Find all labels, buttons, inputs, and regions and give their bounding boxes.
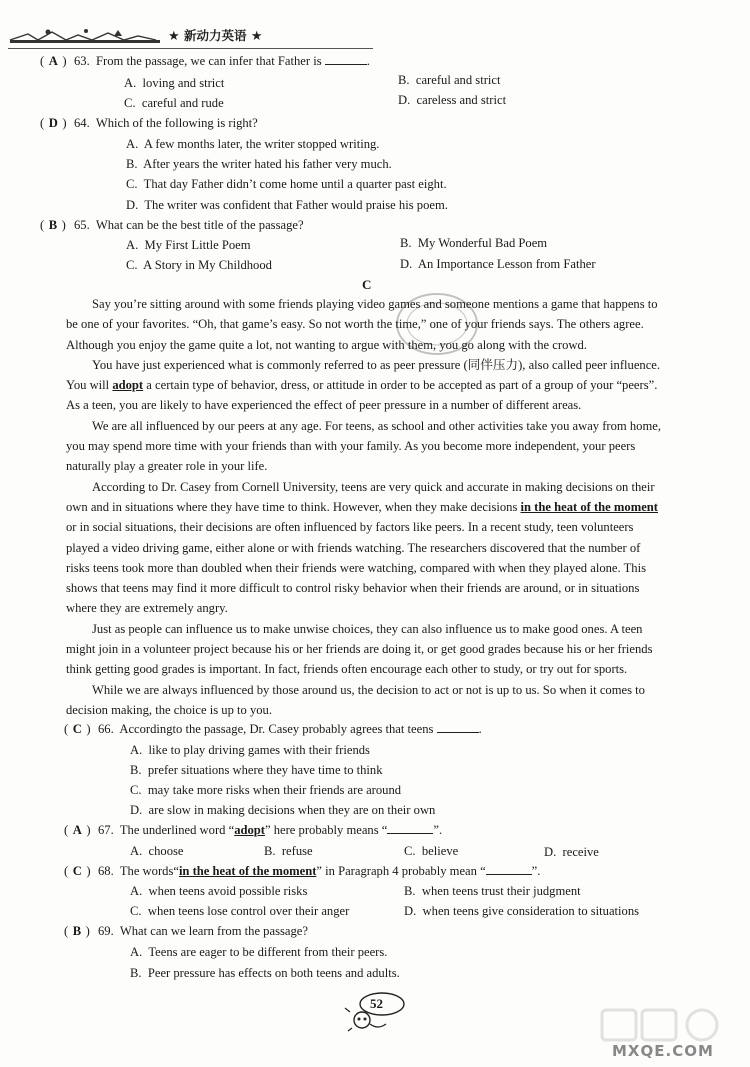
passage-line: or in social situations, their decisions are often influenced by factors like peers. In a recent study, teen volunteers xyxy=(66,520,634,535)
passage-line: shows that teens may find it more difficult to control risky behavior when their friends are around, or in situations xyxy=(66,581,640,596)
q65-option-a: A. My First Little Poem xyxy=(126,238,251,252)
q67-option-a: A. choose xyxy=(130,844,184,858)
star-icon: ★ xyxy=(168,29,180,44)
passage-line: You will adopt a certain type of behavior, dress, or attitude in order to be accepted as part of a group of your “peers”. xyxy=(66,378,658,393)
underlined-phrase-heat-of-moment: in the heat of the moment xyxy=(520,499,658,514)
header-decoration-icon xyxy=(8,26,168,46)
q68-option-b: B. when teens trust their judgment xyxy=(404,884,581,898)
q69-option-b: B. Peer pressure has effects on both teens and adults. xyxy=(130,966,400,980)
q69-option-a: A. Teens are eager to be different from their peers. xyxy=(130,945,388,959)
underlined-word-adopt: adopt xyxy=(112,378,144,393)
passage-line: you may spend more time with your friends than with your family. As you become more independent, your peers xyxy=(66,439,636,454)
passage-line: Just as people can influence us to make unwise choices, they can also influence us to make good ones. A teen xyxy=(92,621,643,636)
q65-option-c: C. A Story in My Childhood xyxy=(126,258,272,272)
q64-option-a: A. A few months later, the writer stopped writing. xyxy=(126,137,380,151)
q68-option-d: D. when teens give consideration to situations xyxy=(404,904,640,918)
q68-option-a: A. when teens avoid possible risks xyxy=(130,884,308,898)
passage-line: be one of your favorites. “Oh, that game’s easy. So not worth the time,” one of your friends says. The others agree. xyxy=(66,317,644,332)
passage-line: Although you enjoy the game quite a lot, not wanting to argue with them, you go along with the crowd. xyxy=(66,337,587,352)
question-67: ( A ) 67. The underlined word “adopt” here probably means “ ”. xyxy=(64,823,443,837)
page-header xyxy=(8,26,308,48)
q68-option-c: C. when teens lose control over their anger xyxy=(130,904,350,918)
q64-option-b: B. After years the writer hated his father very much. xyxy=(126,157,392,171)
passage-line: played a video driving game, either alone or with friends watching. The researchers discovered that the number of xyxy=(66,540,641,555)
passage-line: While we are always influenced by those around us, the decision to act or not is up to us. So when it comes to xyxy=(92,682,645,697)
q63-option-a: A. loving and strict xyxy=(124,76,225,90)
passage-line: We are all influenced by our peers at any age. For teens, as school and other activities take you away from home, xyxy=(92,418,661,433)
q67-option-d: D. receive xyxy=(544,845,599,859)
passage-line: According to Dr. Casey from Cornell University, teens are very quick and accurate in making decisions on their xyxy=(92,479,655,494)
q66-option-b: B. prefer situations where they have time to think xyxy=(130,763,383,777)
passage-line: own and in situations where they have time to think. However, when they make decisions in the heat of the moment xyxy=(66,499,658,514)
passage-c xyxy=(66,294,694,720)
passage-line: You have just experienced what is commonly referred to as peer pressure (同伴压力), also called peer influence. xyxy=(92,357,661,372)
q64-option-c: C. That day Father didn’t come home until a quarter past eight. xyxy=(126,177,447,191)
passage-line: where they are extremely angry. xyxy=(66,601,228,616)
passage-line: Say you’re sitting around with some friends playing video games and someone mentions a game that happens to xyxy=(92,297,658,311)
passage-line: risks teens took more than doubled when their friends were watching, compared with when they played alone. This xyxy=(66,560,646,575)
q63-option-b: B. careful and strict xyxy=(398,73,501,87)
q67-option-b: B. refuse xyxy=(264,844,313,858)
page-number: 52 xyxy=(370,996,383,1011)
q63-option-d: D. careless and strict xyxy=(398,93,507,107)
section-title: C xyxy=(362,277,372,292)
question-65: ( B ) 65. What can be the best title of the passage? xyxy=(40,218,304,232)
q66-option-c: C. may take more risks when their friends are around xyxy=(130,783,402,797)
passage-line: naturally play a greater role in your life. xyxy=(66,459,268,474)
q65-option-d: D. An Importance Lesson from Father xyxy=(400,257,596,271)
q66-option-d: D. are slow in making decisions when they are on their own xyxy=(130,803,436,817)
q66-option-a: A. like to play driving games with their friends xyxy=(130,743,370,757)
header-divider xyxy=(8,48,373,49)
question-63: ( A ) 63. From the passage, we can infer that Father is . xyxy=(40,54,370,68)
passage-line: decision making, the choice is up to you. xyxy=(66,702,273,717)
q65-option-b: B. My Wonderful Bad Poem xyxy=(400,236,548,250)
passage-line: might join in a volunteer project because his or her friends are doing it, or get good grades because his or her friends xyxy=(66,642,653,657)
question-68: ( C ) 68. The words“in the heat of the moment” in Paragraph 4 probably mean “ ”. xyxy=(64,864,541,878)
q64-option-d: D. The writer was confident that Father would praise his poem. xyxy=(126,198,448,212)
watermark-text: MXQE.COM xyxy=(612,1042,714,1060)
passage-line: think getting good grades is important. In fact, friends often encourage each other to study, or try out for sports. xyxy=(66,662,628,677)
q63-option-c: C. careful and rude xyxy=(124,96,224,110)
question-64: ( D ) 64. Which of the following is right? xyxy=(40,116,258,130)
question-66: ( C ) 66. Accordingto the passage, Dr. Casey probably agrees that teens . xyxy=(64,722,482,736)
question-69: ( B ) 69. What can we learn from the passage? xyxy=(64,924,308,938)
passage-line: As a teen, you are likely to have experienced the effect of peer pressure in a number of different areas. xyxy=(66,398,582,413)
q67-option-c: C. believe xyxy=(404,844,459,858)
star-icon: ★ xyxy=(250,29,263,44)
header-title: ★ 新动力英语 ★ xyxy=(168,28,263,44)
